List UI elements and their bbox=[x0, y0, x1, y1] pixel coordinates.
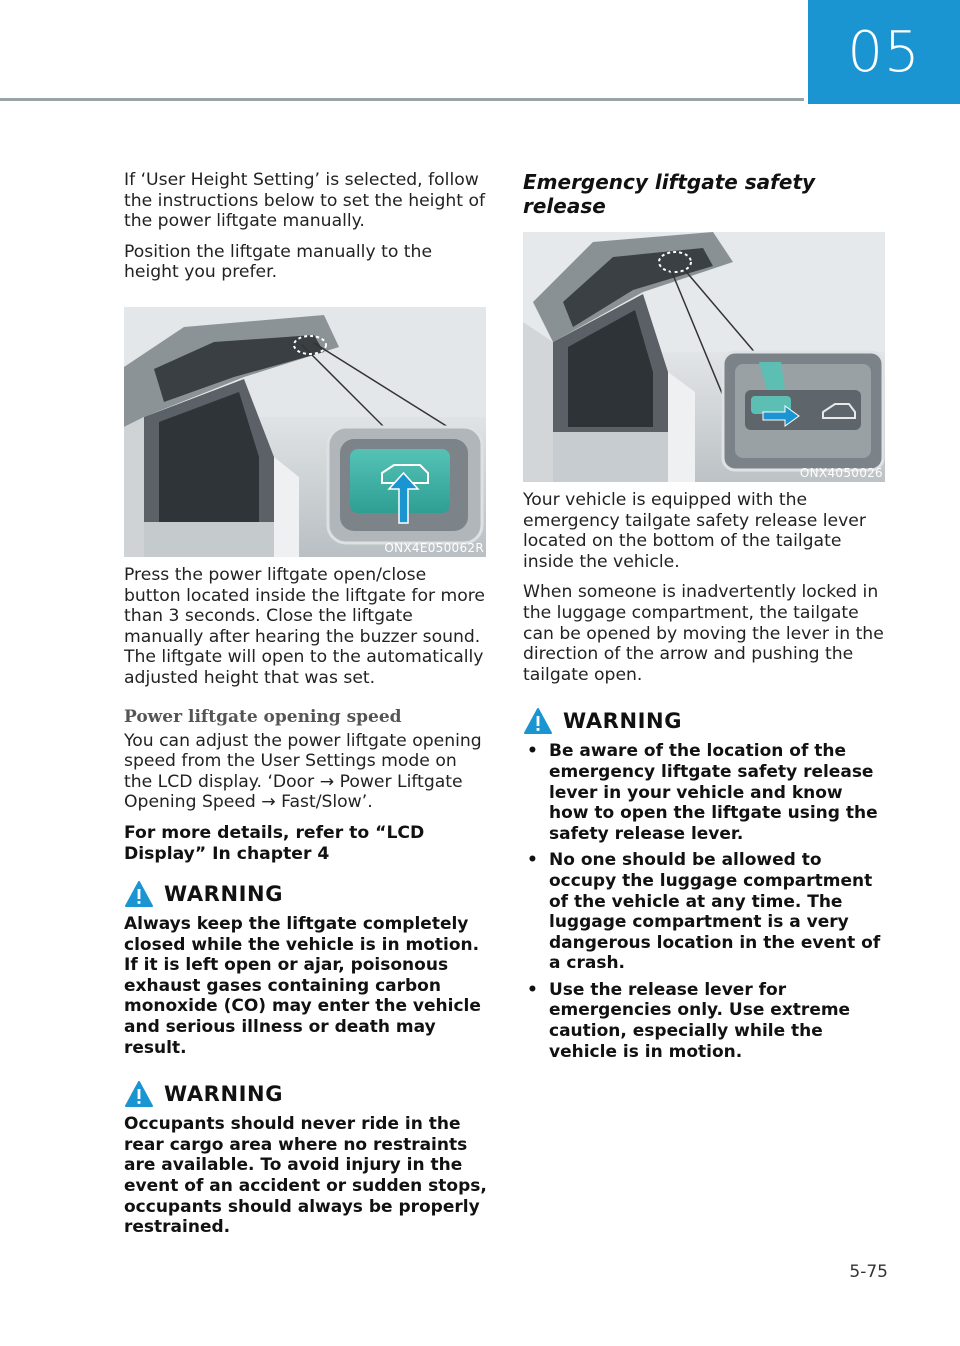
opening-speed-paragraph: You can adjust the power liftgate opening speed from the User Settings mode on the LCD display. ‘Door → Power Liftgate Opening Speed → Fast/Slow’. bbox=[124, 730, 482, 813]
right-column bbox=[523, 170, 887, 1068]
figure-code: ONX4E050062R bbox=[384, 540, 484, 555]
release-description: Your vehicle is equipped with the emergency tailgate safety release lever located on the bottom of the tailgate inside the vehicle. bbox=[523, 490, 866, 572]
chapter-tab: 05 bbox=[808, 0, 960, 104]
intro-paragraph-2: Position the liftgate manually to the height you prefer. bbox=[124, 241, 433, 283]
bullet: • bbox=[527, 850, 538, 871]
intro-paragraph-1: If ‘User Height Setting’ is selected, follow the instructions below to set the height of the power liftgate manually. bbox=[124, 170, 486, 232]
section-heading: Emergency liftgate safety release bbox=[523, 170, 816, 218]
list-item-text: Use the release lever for emergencies only. Use extreme caution, especially while the vehicle is in motion. bbox=[549, 979, 851, 1062]
warning-title: WARNING bbox=[164, 1082, 284, 1107]
lcd-reference: For more details, refer to “LCD Display” In chapter 4 bbox=[124, 822, 425, 864]
list-item-text: Be aware of the location of the emergency liftgate safety release lever in your vehicle and know how to open the liftgate using the safety release lever. bbox=[549, 741, 878, 844]
warning-triangle-icon bbox=[124, 1080, 154, 1108]
subheading-opening-speed: Power liftgate opening speed bbox=[124, 706, 402, 727]
safety-release-image bbox=[523, 232, 885, 482]
liftgate-button-illustration bbox=[124, 307, 486, 557]
button-instructions: Press the power liftgate open/close button located inside the liftgate for more than 3 seconds. Close the liftgate manually after hearing the buzzer sound. The liftgate will open to the automatically adjusted height that was set. bbox=[124, 564, 486, 688]
warning-title: WARNING bbox=[164, 882, 284, 907]
page-number: 5-75 bbox=[849, 1262, 888, 1282]
warning-title: WARNING bbox=[563, 709, 683, 734]
warning-text: Occupants should never ride in the rear cargo area where no restraints are available. To avoid injury in the event of an accident or sudden stops, occupants should always be properly restrained. bbox=[124, 1114, 487, 1238]
release-instructions: When someone is inadvertently locked in the luggage compartment, the tailgate can be opened by moving the lever in the direction of the arrow and pushing the tailgate open. bbox=[523, 582, 884, 685]
list-item bbox=[523, 980, 887, 1062]
list-item-text: No one should be allowed to occupy the luggage compartment of the vehicle at any time. The luggage compartment is a very dangerous location in the event of a crash. bbox=[549, 850, 881, 974]
left-column bbox=[124, 170, 488, 1248]
list-item bbox=[523, 741, 887, 844]
warning-block-1 bbox=[124, 880, 488, 1058]
safety-release-illustration bbox=[523, 232, 885, 482]
warning-block-3 bbox=[523, 707, 887, 1062]
warning-text: Always keep the liftgate completely closed while the vehicle is in motion. If it is left open or ajar, poisonous exhaust gases containing carbon monoxide (CO) may enter the vehicle and serious illness or death may result. bbox=[124, 914, 481, 1058]
header-rule bbox=[0, 98, 804, 101]
warning-triangle-icon bbox=[124, 880, 154, 908]
liftgate-open-image bbox=[124, 307, 486, 557]
warning-triangle-icon bbox=[523, 707, 553, 735]
bullet: • bbox=[527, 741, 538, 762]
figure-code: ONX4050026 bbox=[799, 466, 883, 480]
warning-list bbox=[523, 741, 887, 1062]
bullet: • bbox=[527, 979, 538, 1000]
warning-block-2 bbox=[124, 1080, 488, 1238]
list-item bbox=[523, 850, 887, 974]
